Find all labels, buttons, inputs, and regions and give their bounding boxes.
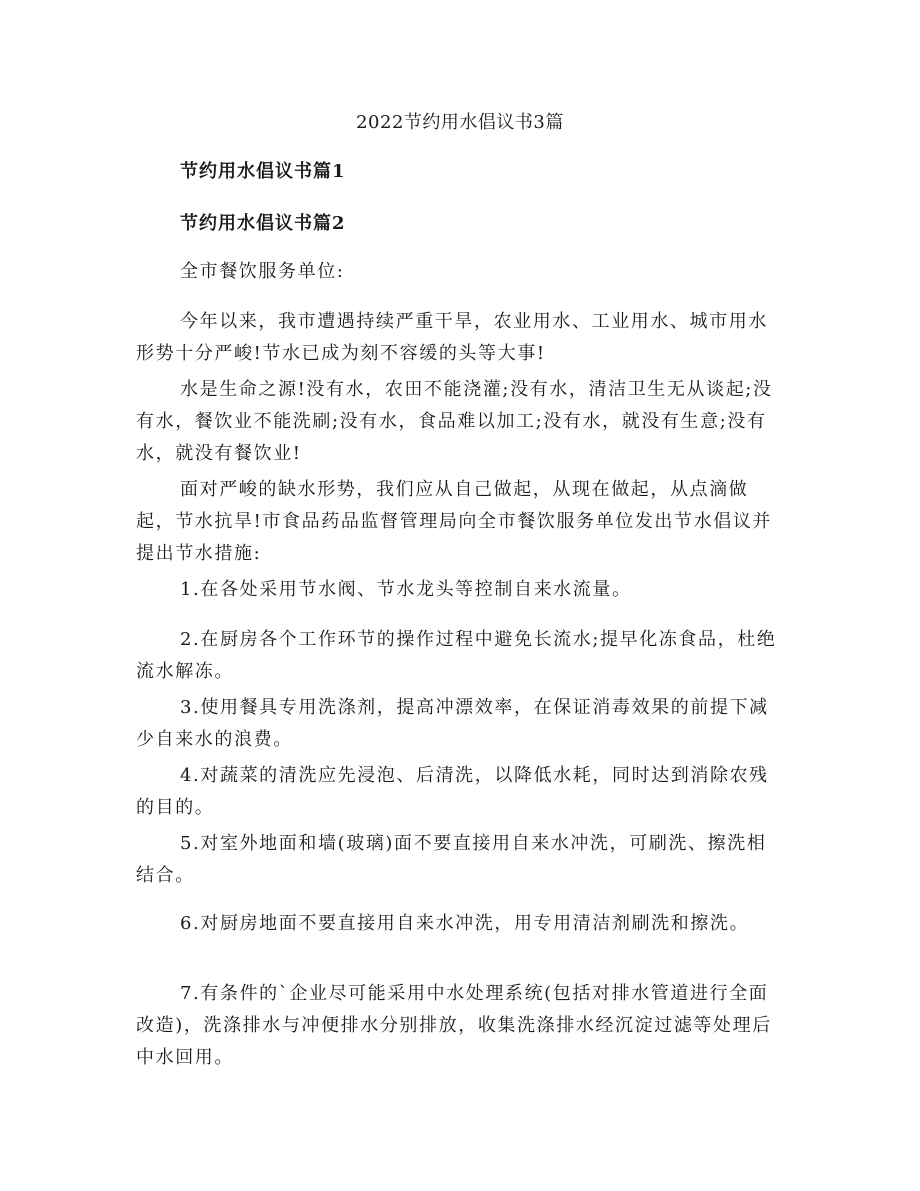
body-paragraph: 水是生命之源!没有水，农田不能浇灌;没有水，清洁卫生无从谈起;没有水，餐饮业不能洗刷;没有水，食品难以加工;没有水，就没有生意;没有水，就没有餐饮业!	[136, 379, 773, 464]
body-paragraph: 面对严峻的缺水形势，我们应从自己做起，从现在做起，从点滴做起，节水抗旱!市食品药品监督管理局向全市餐饮服务单位发出节水倡议并提出节水措施:	[136, 479, 773, 564]
salutation-paragraph: 全市餐饮服务单位:	[180, 261, 345, 282]
measure-item: 2.在厨房各个工作环节的操作过程中避免长流水;提早化冻食品，杜绝流水解冻。	[136, 629, 777, 682]
measure-item: 4.对蔬菜的清洗应先浸泡、后清洗，以降低水耗，同时达到消除农残的目的。	[136, 765, 769, 818]
section-heading-1: 节约用水倡议书篇1	[180, 161, 346, 182]
document-title: 2022节约用水倡议书3篇	[356, 112, 564, 133]
measure-item: 1.在各处采用节水阀、节水龙头等控制自来水流量。	[180, 579, 632, 600]
measure-item: 5.对室外地面和墙(玻璃)面不要直接用自来水冲洗，可刷洗、擦洗相结合。	[136, 833, 767, 886]
measure-item: 7.有条件的`企业尽可能采用中水处理系统(包括对排水管道进行全面改造)，洗涤排水与冲便排水分别排放，收集洗涤排水经沉淀过滤等处理后中水回用。	[136, 983, 772, 1068]
measure-item: 3.使用餐具专用洗涤剂，提高冲漂效率，在保证消毒效果的前提下减少自来水的浪费。	[136, 697, 769, 750]
section-heading-2: 节约用水倡议书篇2	[180, 213, 346, 234]
body-paragraph: 今年以来，我市遭遇持续严重干旱，农业用水、工业用水、城市用水形势十分严峻!节水已成为刻不容缓的头等大事!	[136, 311, 768, 364]
measure-item: 6.对厨房地面不要直接用自来水冲洗，用专用清洁剂刷洗和擦洗。	[180, 913, 750, 934]
